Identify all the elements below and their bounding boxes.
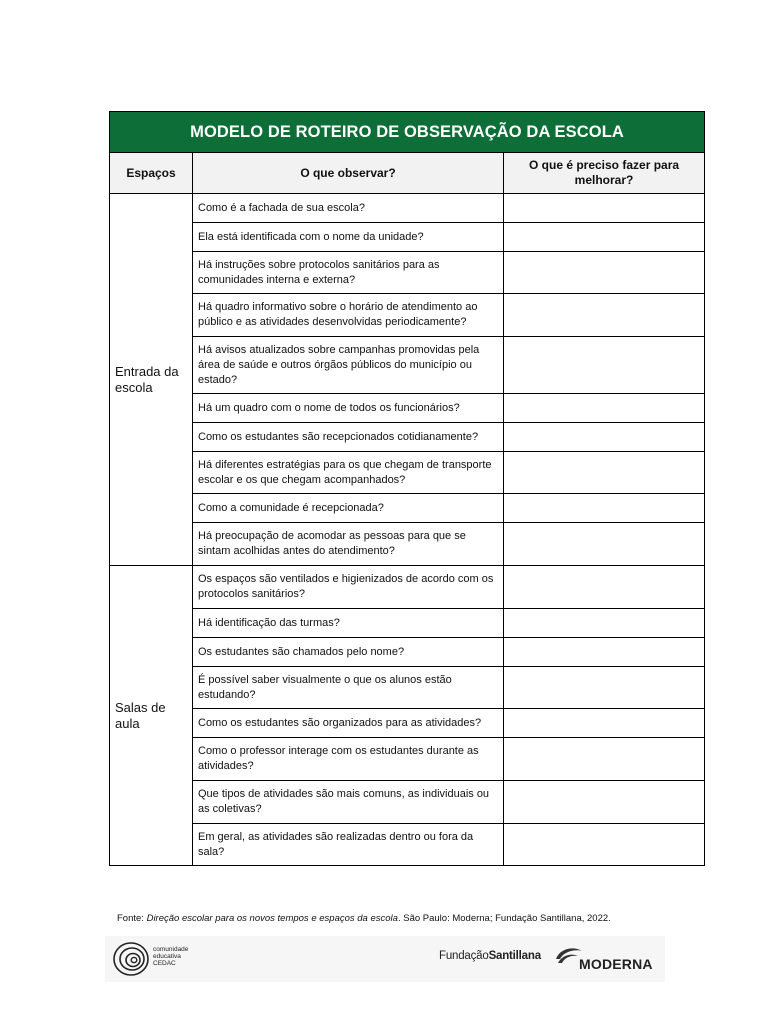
- table-title: MODELO DE ROTEIRO DE OBSERVAÇÃO DA ESCOLA: [110, 112, 705, 153]
- question-cell: Ela está identificada com o nome da unidade?: [193, 223, 504, 252]
- answer-cell[interactable]: [504, 252, 705, 294]
- question-cell: Como os estudantes são recepcionados cotidianamente?: [193, 423, 504, 452]
- table-row: [110, 566, 705, 609]
- observation-table: [109, 111, 705, 866]
- answer-cell[interactable]: [504, 394, 705, 423]
- answer-cell[interactable]: [504, 566, 705, 609]
- question-cell: Há quadro informativo sobre o horário de atendimento ao público e as atividades desenvolvidas periodicamente?: [193, 294, 504, 337]
- question-cell: Os espaços são ventilados e higienizados de acordo com os protocolos sanitários?: [193, 566, 504, 609]
- answer-cell[interactable]: [504, 709, 705, 738]
- table-row: [110, 223, 705, 252]
- cedac-logo-text: comunidade educativa CEDAC: [153, 946, 189, 967]
- answer-cell[interactable]: [504, 494, 705, 523]
- question-cell: Como a comunidade é recepcionada?: [193, 494, 504, 523]
- source-note: [117, 913, 611, 924]
- table-row: [110, 667, 705, 709]
- footer-logos: [105, 936, 665, 982]
- header-improve: O que é preciso fazer para melhorar?: [504, 153, 705, 194]
- question-cell: Há identificação das turmas?: [193, 609, 504, 638]
- question-cell: Como é a fachada de sua escola?: [193, 194, 504, 223]
- answer-cell[interactable]: [504, 609, 705, 638]
- question-cell: Há instruções sobre protocolos sanitários para as comunidades interna e externa?: [193, 252, 504, 294]
- table-row: [110, 423, 705, 452]
- source-prefix: Fonte:: [117, 913, 147, 924]
- answer-cell[interactable]: [504, 781, 705, 824]
- table-row: [110, 494, 705, 523]
- answer-cell[interactable]: [504, 452, 705, 494]
- answer-cell[interactable]: [504, 667, 705, 709]
- space-label: Entrada da escola: [110, 194, 193, 566]
- table-row: [110, 738, 705, 781]
- table-row: [110, 781, 705, 824]
- header-spaces: Espaços: [110, 153, 193, 194]
- table-row: [110, 452, 705, 494]
- question-cell: Os estudantes são chamados pelo nome?: [193, 638, 504, 667]
- question-cell: Há preocupação de acomodar as pessoas para que se sintam acolhidas antes do atendimento?: [193, 523, 504, 566]
- space-label: Salas de aula: [110, 566, 193, 866]
- question-cell: Em geral, as atividades são realizadas dentro ou fora da sala?: [193, 824, 504, 866]
- question-cell: Há avisos atualizados sobre campanhas promovidas pela área de saúde e outros órgãos públicos do município ou estado?: [193, 337, 504, 394]
- question-cell: Há diferentes estratégias para os que chegam de transporte escolar e os que chegam acompanhados?: [193, 452, 504, 494]
- question-cell: Como os estudantes são organizados para as atividades?: [193, 709, 504, 738]
- question-cell: É possível saber visualmente o que os alunos estão estudando?: [193, 667, 504, 709]
- question-cell: Como o professor interage com os estudantes durante as atividades?: [193, 738, 504, 781]
- answer-cell[interactable]: [504, 337, 705, 394]
- answer-cell[interactable]: [504, 824, 705, 866]
- question-cell: Há um quadro com o nome de todos os funcionários?: [193, 394, 504, 423]
- table-row: [110, 194, 705, 223]
- source-work: Direção escolar para os novos tempos e espaços da escola: [146, 913, 398, 924]
- answer-cell[interactable]: [504, 194, 705, 223]
- answer-cell[interactable]: [504, 638, 705, 667]
- table-row: [110, 252, 705, 294]
- table-row: [110, 709, 705, 738]
- question-cell: Que tipos de atividades são mais comuns, as individuais ou as coletivas?: [193, 781, 504, 824]
- fundacao-logo-regular: Fundação: [439, 950, 489, 962]
- answer-cell[interactable]: [504, 523, 705, 566]
- observation-sheet: [109, 111, 704, 866]
- source-suffix: . São Paulo: Moderna; Fundação Santillana, 2022.: [397, 913, 611, 924]
- table-row: [110, 337, 705, 394]
- answer-cell[interactable]: [504, 738, 705, 781]
- table-row: [110, 523, 705, 566]
- moderna-logo-text: MODERNA: [579, 956, 653, 972]
- table-row: [110, 609, 705, 638]
- fundacao-santillana-logo: [439, 950, 541, 962]
- answer-cell[interactable]: [504, 223, 705, 252]
- fundacao-logo-bold: Santillana: [488, 950, 541, 962]
- table-row: [110, 824, 705, 866]
- table-row: [110, 394, 705, 423]
- answer-cell[interactable]: [504, 294, 705, 337]
- header-observe: O que observar?: [193, 153, 504, 194]
- answer-cell[interactable]: [504, 423, 705, 452]
- table-row: [110, 638, 705, 667]
- table-row: [110, 294, 705, 337]
